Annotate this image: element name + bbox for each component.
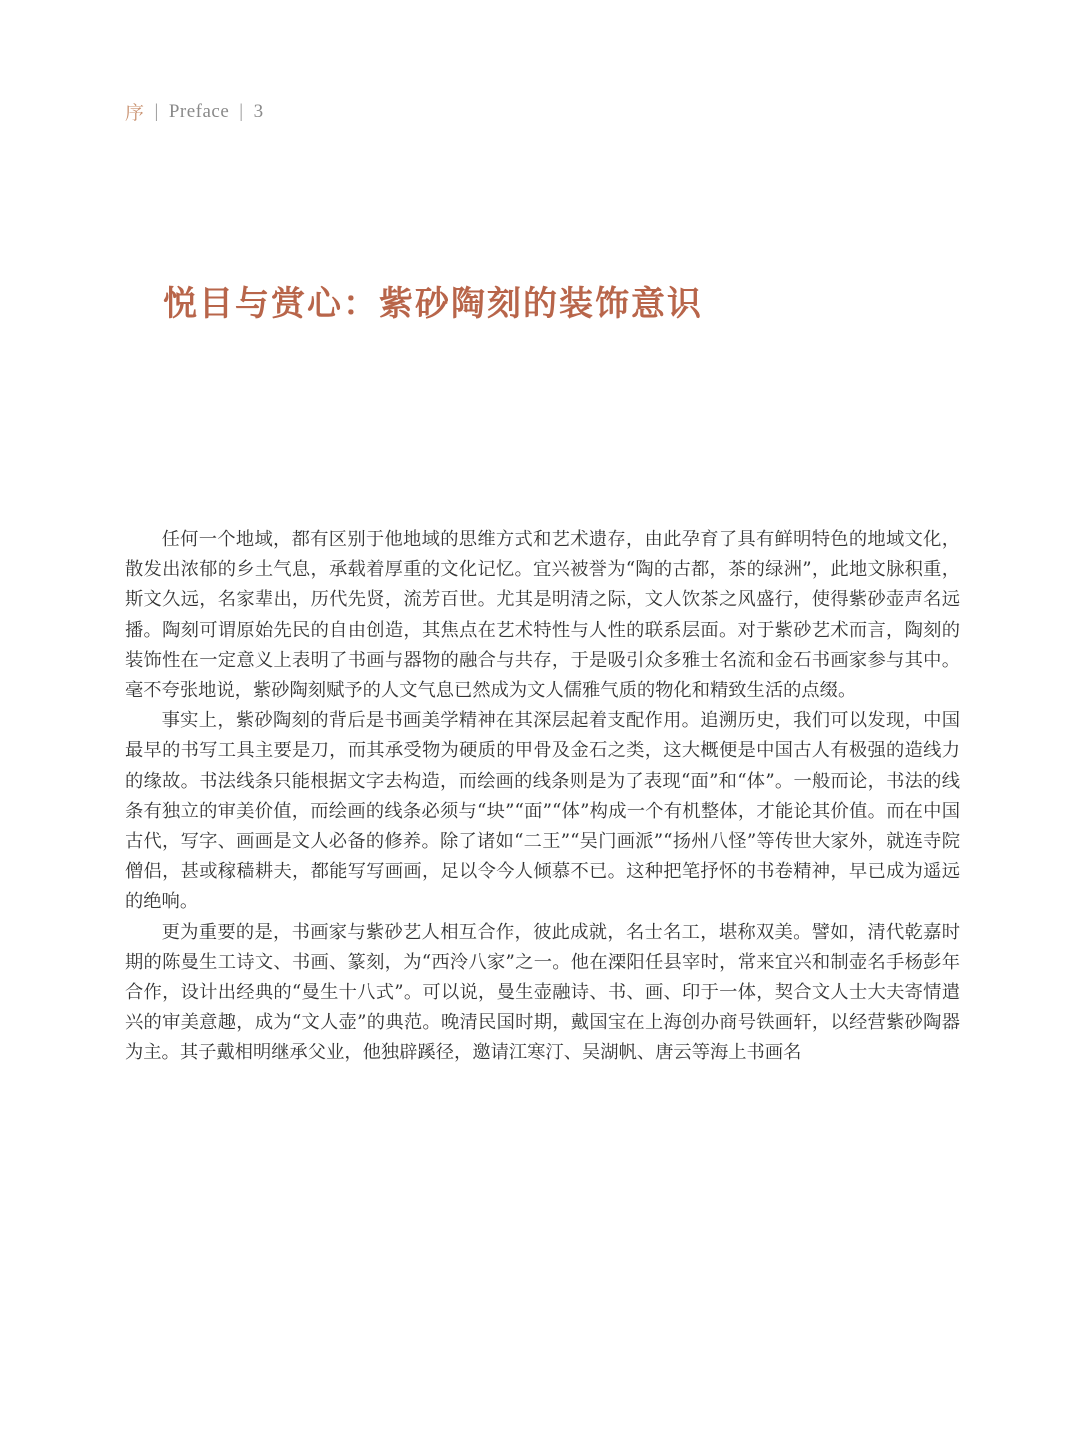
chapter-title: 悦目与赏心：紫砂陶刻的装饰意识 <box>163 284 703 324</box>
separator: | <box>154 100 159 122</box>
paragraph: 更为重要的是，书画家与紫砂艺人相互合作，彼此成就，名士名工，堪称双美。譬如，清代乾嘉时期的陈曼生工诗文、书画、篆刻，为“西泠八家”之一。他在溧阳任县宰时，常来宜兴和制壶名手杨彭年合作，设计出经典的“曼生十八式”。可以说，曼生壶融诗、书、画、印于一体，契合文人士大夫寄情遣兴的审美意趣，成为“文人壶”的典范。晚清民国时期，戴国宝在上海创办商号铁画轩，以经营紫砂陶器为主。其子戴相明继承父业，他独辟蹊径，邀请江寒汀、吴湖帆、唐云等海上书画名 <box>125 921 960 1064</box>
section-label: Preface <box>168 100 230 122</box>
separator: | <box>239 100 244 122</box>
paragraph: 事实上，紫砂陶刻的背后是书画美学精神在其深层起着支配作用。追溯历史，我们可以发现，中国最早的书写工具主要是刀，而其承受物为硬质的甲骨及金石之类，这大概便是中国古人有极强的造线力的缘故。书法线条只能根据文字去构造，而绘画的线条则是为了表现“面”和“体”。一般而论，书法的线条有独立的审美价值，而绘画的线条必须与“块”“面”“体”构成一个有机整体，才能论其价值。而在中国古代，写字、画画是文人必备的修养。除了诸如“二王”“吴门画派”“扬州八怪”等传世大家外，就连寺院僧侣，甚或稼穑耕夫，都能写写画画，足以令今人倾慕不已。这种把笔抒怀的书卷精神，早已成为遥远的绝响。 <box>125 710 960 913</box>
paragraph: 任何一个地域，都有区别于他地域的思维方式和艺术遗存，由此孕育了具有鲜明特色的地域文化，散发出浓郁的乡土气息，承载着厚重的文化记忆。宜兴被誉为“陶的古都，茶的绿洲”，此地文脉积重，斯文久远，名家辈出，历代先贤，流芳百世。尤其是明清之际，文人饮茶之风盛行，使得紫砂壶声名远播。陶刻可谓原始先民的自由创造，其焦点在艺术特性与人性的联系层面。对于紫砂艺术而言，陶刻的装饰性在一定意义上表明了书画与器物的融合与共存，于是吸引众多雅士名流和金石书画家参与其中。毫不夸张地说，紫砂陶刻赋予的人文气息已然成为文人儒雅气质的物化和精致生活的点缀。 <box>125 529 960 702</box>
body-text <box>125 525 960 1069</box>
section-mark: 序 <box>125 103 145 124</box>
running-head <box>125 98 264 125</box>
page-number: 3 <box>253 100 264 122</box>
